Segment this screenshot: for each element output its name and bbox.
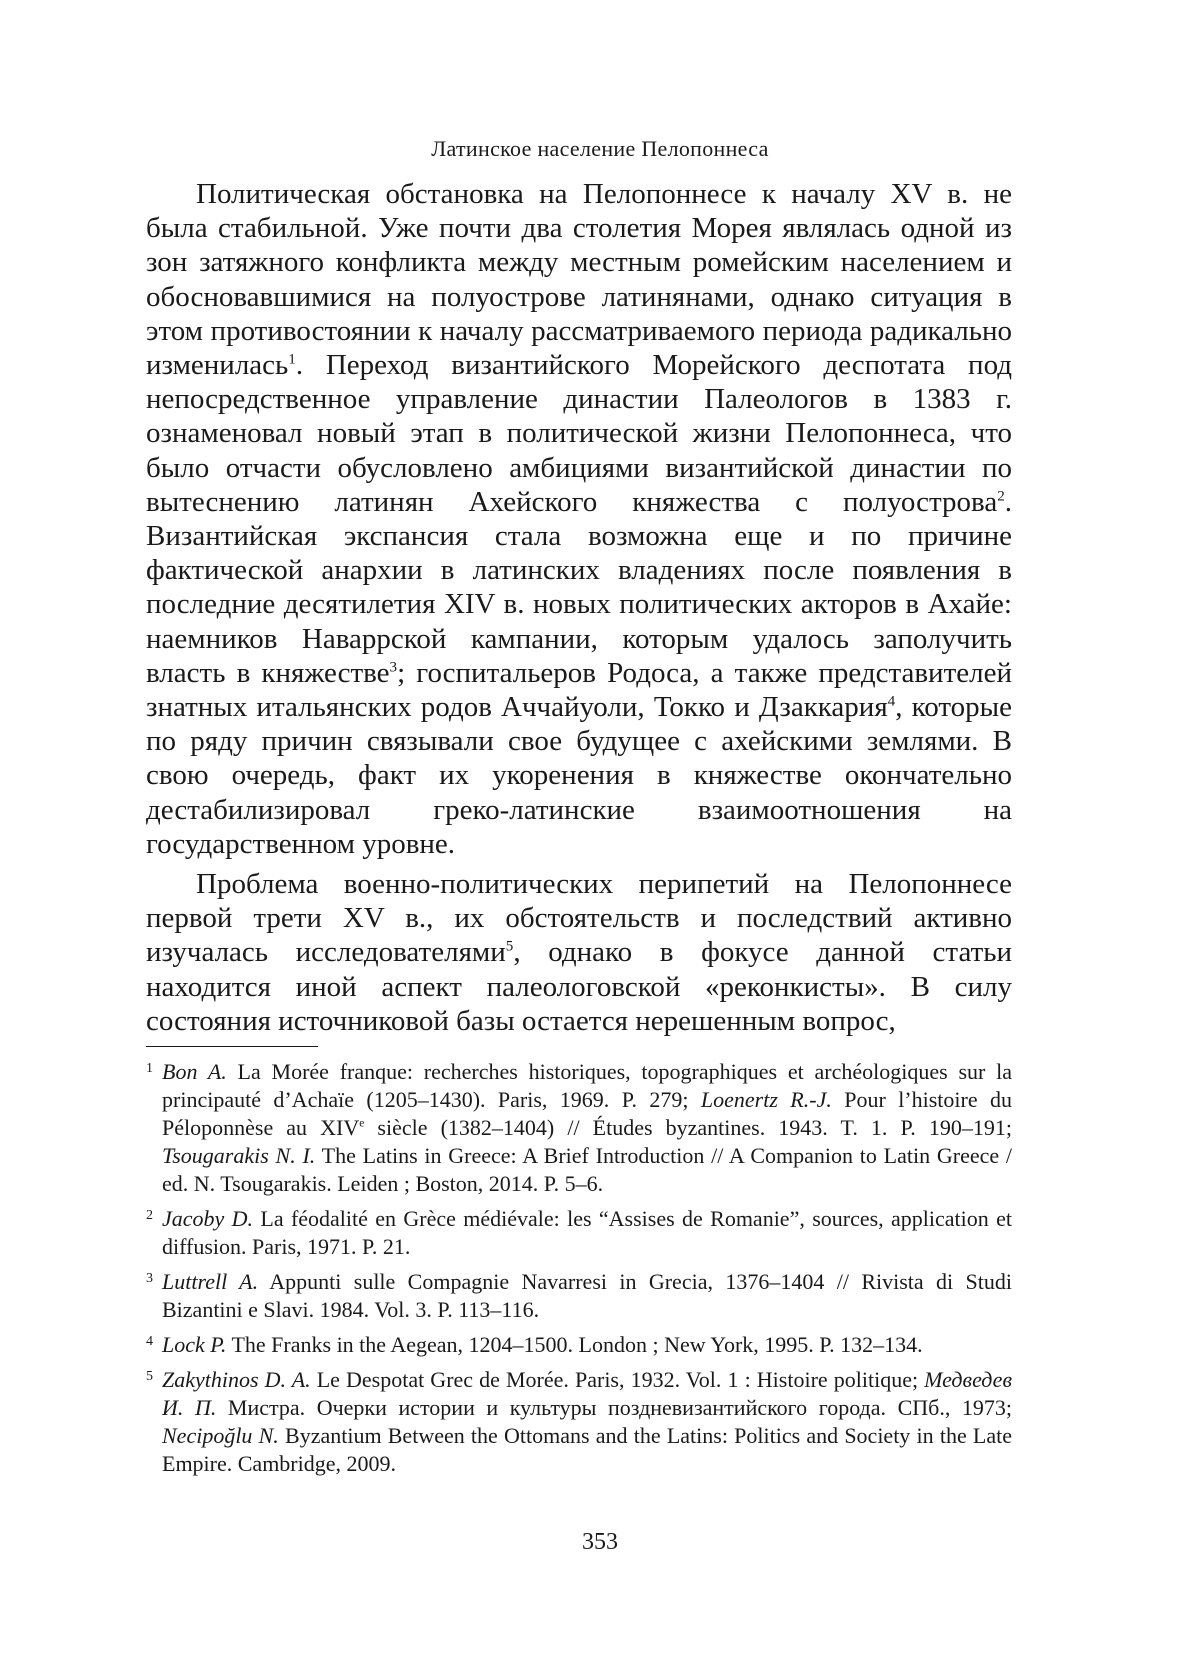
footnote-number: 1 [146, 1061, 153, 1076]
footnote-author: Tsougarakis N. I. [162, 1143, 316, 1168]
footnote-author: Jacoby D. [162, 1206, 254, 1231]
footnote [146, 1268, 1012, 1324]
footnote [146, 1366, 1012, 1478]
main-text [146, 177, 1012, 1038]
paragraph [146, 177, 1012, 861]
footnote-author: Luttrell A. [162, 1269, 259, 1294]
footnote-author: Lock P. [162, 1332, 227, 1357]
footnotes [146, 1058, 1012, 1478]
footnote-number: 5 [146, 1369, 153, 1384]
footnote-text: The Latins in Greece: A Brief Introduction // A Companion to Latin Greece / ed. N. Tsougarakis. Leiden ; Boston, 2014. P. 5–6. [162, 1143, 1012, 1196]
footnote-text: The Franks in the Aegean, 1204–1500. London ; New York, 1995. P. 132–134. [226, 1332, 923, 1357]
paragraph [146, 867, 1012, 1038]
footnote-text: La féodalité en Grèce médiévale: les “Assises de Romanie”, sources, application et diffusion. Paris, 1971. P. 21. [162, 1206, 1012, 1259]
footnote [146, 1058, 1012, 1198]
paragraph-text: Проблема военно-политических перипетий на Пелопоннесе первой трети XV в., их обстоятельств и последствий активно изучалась исследователями [146, 868, 1012, 969]
footnote-ref[interactable]: 2 [997, 488, 1005, 505]
paragraph-text: . Переход византийского Морейского деспотата под непосредственное управление династии Палеологов в 1383 г. ознаменовал новый этап в политической жизни Пелопоннеса, что было отчасти обусловлено амбициями византийской династии по вытеснению латинян Ахейского княжества с полуострова [146, 349, 1012, 518]
paragraph-text: , однако в фокусе данной статьи находится иной аспект палеологовской «реконкисты». В силу состояния источниковой базы остается нерешенным вопрос, [146, 936, 1013, 1037]
footnote-number: 2 [146, 1208, 153, 1223]
footnote-author: Медведев И. П. [162, 1367, 1012, 1420]
running-head: Латинское население Пелопоннеса [431, 136, 769, 161]
footnote-number: 3 [146, 1271, 153, 1286]
footnote-number: 4 [146, 1334, 153, 1349]
footnote-text: Appunti sulle Compagnie Navarresi in Grecia, 1376–1404 // Rivista di Studi Bizantini e Slavi. 1984. Vol. 3. P. 113–116. [162, 1269, 1012, 1322]
footnote-text: Le Despotat Grec de Morée. Paris, 1932. Vol. 1 : Histoire politique; [310, 1367, 925, 1392]
footnote-text: Byzantium Between the Ottomans and the Latins: Politics and Society in the Late Empire. Cambridge, 2009. [162, 1423, 1012, 1476]
page-number: 353 [582, 1529, 618, 1555]
footnote-separator [146, 1046, 318, 1047]
paragraph-text: . Византийская экспансия стала возможна еще и по причине фактической анархии в латинских владениях после появления в последние десятилетия XIV в. новых политических акторов в Ахайе: наемников Наваррской кампании, которым удалось заполучить власть в княжестве [146, 485, 1012, 689]
footnote [146, 1205, 1012, 1261]
footnote-author: Loenertz R.-J. [700, 1087, 832, 1112]
footnote-ref[interactable]: 1 [288, 351, 296, 368]
footnote-text: Pour l’histoire du Péloponnèse au XIV [162, 1087, 1013, 1140]
footnote-author: Bon A. [162, 1059, 227, 1084]
paragraph-text: ; госпитальеров Родоса, а также представителей знатных итальянских родов Аччайуоли, Токко и Дзаккария [146, 656, 1012, 724]
footnote-ref[interactable]: 3 [389, 659, 398, 676]
footnote [146, 1331, 1012, 1359]
paragraph-text: Политическая обстановка на Пелопоннесе к началу XV в. не была стабильной. Уже почти два столетия Морея являлась одной из зон затяжного конфликта между местным ромейским населением и обосновавшимися на полуострове латинянами, однако ситуация в этом противостоянии к началу рассматриваемого периода радикально изменилась [146, 178, 1012, 382]
footnote-ref[interactable]: 5 [505, 938, 514, 955]
footnote-author: Zakythinos D. A. [162, 1367, 311, 1392]
footnote-author: Necipoğlu N. [162, 1423, 279, 1448]
footnote-text: siècle (1382–1404) // Études byzantines. 1943. T. 1. P. 190–191; [364, 1115, 1012, 1140]
footnote-text: La Morée franque: recherches historiques, topographiques et archéologiques sur la principauté d’Achaïe (1205–1430). Paris, 1969. P. 279; [162, 1059, 1012, 1112]
footnote-ref[interactable]: 4 [887, 693, 896, 710]
footnote-superscript: e [359, 1117, 365, 1130]
footnote-text: Мистра. Очерки истории и культуры поздневизантийского города. СПб., 1973; [216, 1395, 1013, 1420]
paragraph-text: , которые по ряду причин связывали свое будущее с ахейскими землями. В свою очередь, факт их укоренения в княжестве окончательно дестабилизировал греко-латинские взаимоотношения на государственном уровне. [146, 691, 1012, 860]
